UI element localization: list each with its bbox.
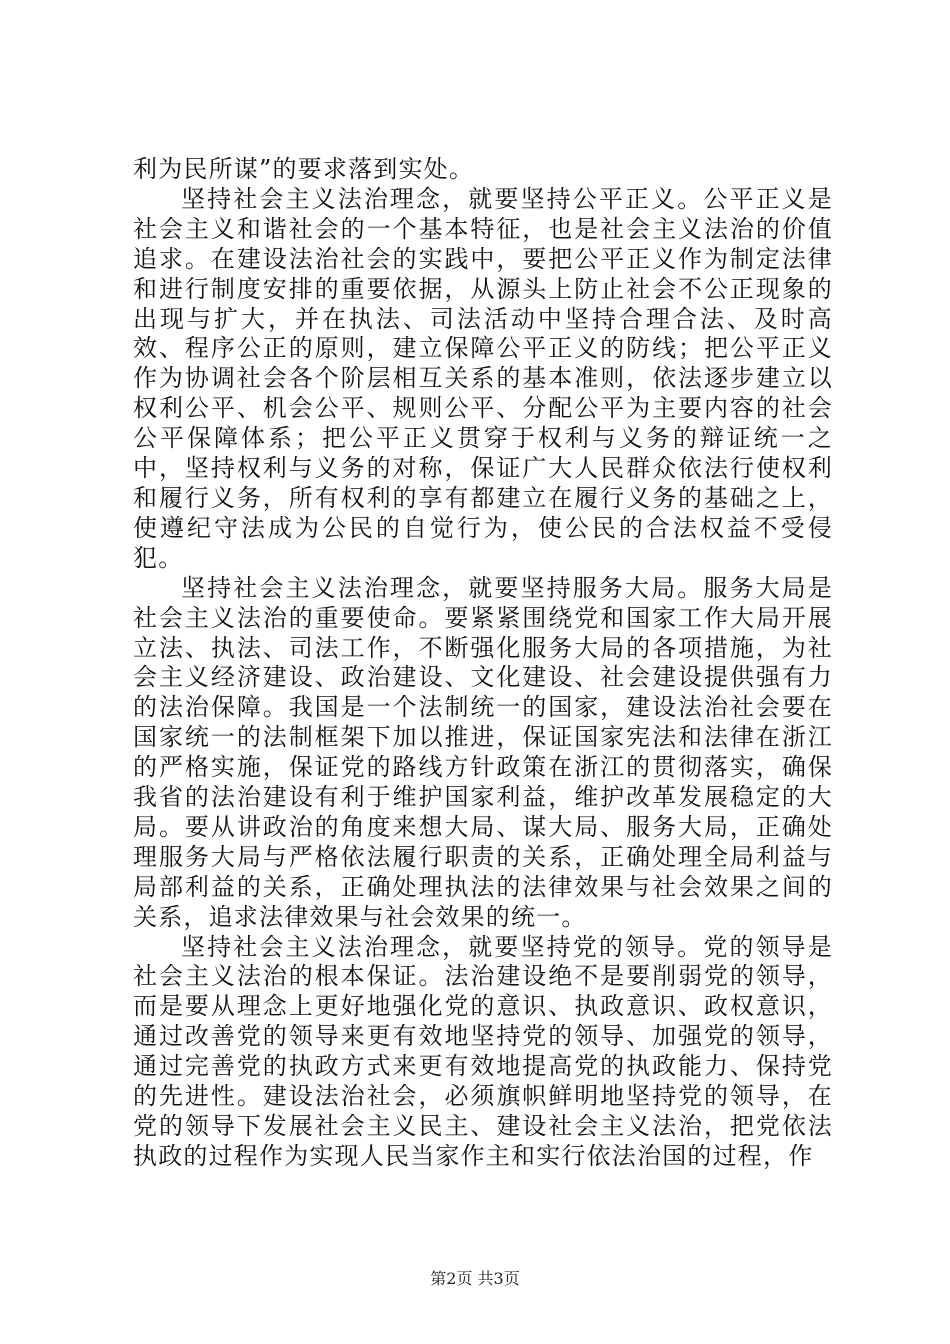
paragraph-4: 坚持社会主义法治理念，就要坚持党的领导。党的领导是社会主义法治的根本保证。法治建设绝不是要削弱党的领导，而是要从理念上更好地强化党的意识、执政意识、政权意识，通过改善党的领导来更有效地坚持党的领导、加强党的领导，通过完善党的执政方式来更有效地提高党的执政能力、保持党的先进性。建设法治社会，必须旗帜鲜明地坚持党的领导，在党的领导下发展社会主义民主、建设社会主义法治，把党依法执政的过程作为实现人民当家作主和实行依法治国的过程，作 [133,932,833,1170]
paragraph-2: 坚持社会主义法治理念，就要坚持公平正义。公平正义是社会主义和谐社会的一个基本特征，也是社会主义法治的价值追求。在建设法治社会的实践中，要把公平正义作为制定法律和进行制度安排的重要依据，从源头上防止社会不公正现象的出现与扩大，并在执法、司法活动中坚持合理合法、及时高效、程序公正的原则，建立保障公平正义的防线；把公平正义作为协调社会各个阶层相互关系的基本准则，依法逐步建立以权利公平、机会公平、规则公平、分配公平为主要内容的社会公平保障体系；把公平正义贯穿于权利与义务的辩证统一之中，坚持权利与义务的对称，保证广大人民群众依法行使权利和履行义务，所有权利的享有都建立在履行义务的基础之上，使遵纪守法成为公民的自觉行为，使公民的合法权益不受侵犯。 [133,184,833,572]
page-footer [0,1266,950,1289]
paragraph-1: 利为民所谋”的要求落到实处。 [133,155,475,183]
page-number-label: 第2页 共3页 [430,1269,520,1288]
paragraph-3: 坚持社会主义法治理念，就要坚持服务大局。服务大局是社会主义法治的重要使命。要紧紧围绕党和国家工作大局开展立法、执法、司法工作，不断强化服务大局的各项措施，为社会主义经济建设、政治建设、文化建设、社会建设提供强有力的法治保障。我国是一个法制统一的国家，建设法治社会要在国家统一的法制框架下加以推进，保证国家宪法和法律在浙江的严格实施，保证党的路线方针政策在浙江的贯彻落实，确保我省的法治建设有利于维护国家利益，维护改革发展稳定的大局。要从讲政治的角度来想大局、谋大局、服务大局，正确处理服务大局与严格依法履行职责的关系，正确处理全局利益与局部利益的关系，正确处理执法的法律效果与社会效果之间的关系，追求法律效果与社会效果的统一。 [133,573,833,931]
body-text [133,155,833,1172]
